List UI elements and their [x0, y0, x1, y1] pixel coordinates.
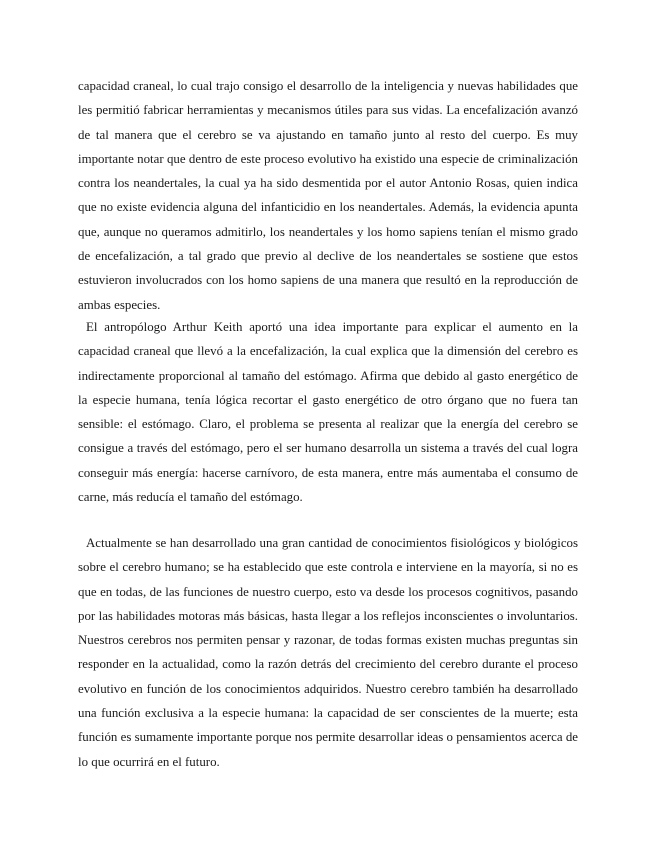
body-paragraph: Actualmente se han desarrollado una gran cantidad de conocimientos fisiológicos y biológicos sobre el cerebro humano; se ha establecido que este controla e interviene en la mayoría, si no es que en todas, de las funciones de nuestro cuerpo, esto va desde los procesos cognitivos, pasando por las habilidades motoras más básicas, hasta llegar a los reflejos inconscientes o involuntarios. Nuestros cerebros nos permiten pensar y razonar, de todas formas existen muchas preguntas sin responder en la actualidad, como la razón detrás del crecimiento del cerebro durante el proceso evolutivo en función de los conocimientos adquiridos. Nuestro cerebro también ha desarrollado una función exclusiva a la especie humana: la capacidad de ser conscientes de la muerte; esta función es sumamente importante porque nos permite desarrollar ideas o pensamientos acerca de lo que ocurrirá en el futuro.: [78, 536, 578, 769]
body-paragraph: capacidad craneal, lo cual trajo consigo el desarrollo de la inteligencia y nuevas habilidades que les permitió fabricar herramientas y mecanismos útiles para sus vidas. La encefalización avanzó de tal manera que el cerebro se va ajustando en tamaño junto al resto del cuerpo. Es muy importante notar que dentro de este proceso evolutivo ha existido una especie de criminalización contra los neandertales, la cual ya ha sido desmentida por el autor Antonio Rosas, quien indica que no existe evidencia alguna del infanticidio en los neandertales. Además, la evidencia apunta que, aunque no queramos admitirlo, los neandertales y los homo sapiens tenían el mismo grado de encefalización, a tal grado que previo al declive de los neandertales se sostiene que estos estuvieron involucrados con los homo sapiens de una manera que resultó en la reproducción de ambas especies.: [78, 79, 578, 312]
body-paragraph: El antropólogo Arthur Keith aportó una idea importante para explicar el aumento en la capacidad craneal que llevó a la encefalización, la cual explica que la dimensión del cerebro es indirectamente proporcional al tamaño del estómago. Afirma que debido al gasto energético de la especie humana, tenía lógica recortar el gasto energético de otro órgano que no fuera tan sensible: el estómago. Claro, el problema se presenta al realizar que la energía del cerebro se consigue a través del estómago, pero el ser humano desarrolla un sistema a través del cual logra conseguir más energía: hacerse carnívoro, de esta manera, entre más aumentaba el consumo de carne, más reducía el tamaño del estómago.: [78, 320, 578, 505]
